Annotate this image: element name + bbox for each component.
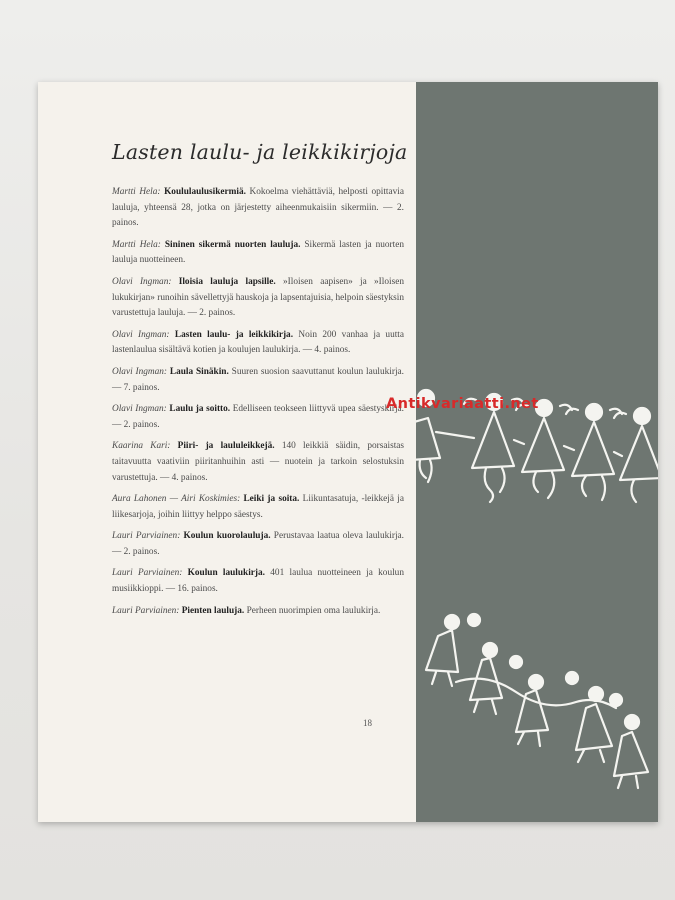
book-entry: [112, 275, 404, 322]
book-entry: [112, 402, 404, 433]
entry-book-title: Koulun kuorolauluja.: [183, 531, 271, 542]
page-title: Lasten laulu- ja leikkikirjoja: [112, 140, 408, 164]
left-page: [38, 82, 416, 822]
balloon-dot: [610, 694, 622, 706]
entry-book-title: Piiri- ja laululeikkejä.: [177, 441, 275, 452]
page-number: 18: [363, 718, 372, 728]
entry-book-title: Koulun laulukirja.: [187, 568, 265, 579]
entry-description: Kokoelma viehättäviä, helposti opittavia lauluja, yhteensä 28, jotka on järjestetty aiheenmukaisiin sikermiin. — 2. painos.: [112, 187, 404, 229]
entry-author: Lauri Parviainen:: [112, 605, 180, 616]
watermark: Antikvariaatti.net: [386, 396, 539, 412]
entry-book-title: Pienten lauluja.: [181, 605, 245, 616]
gnome-figure-3: [516, 675, 548, 746]
entry-book-title: Laulu ja soitto.: [169, 404, 231, 415]
book-entry: [112, 238, 404, 269]
entry-description: Liikuntasatuja, -leikkejä ja liikesarjoja, joihin liittyy helppo säestys.: [112, 494, 404, 520]
entry-description: Perheen nuorimpien oma laulukirja.: [246, 605, 381, 616]
entry-description: Noin 200 vanhaa ja uutta lastenlaulua sisältävä kotien ja koulujen laulukirja. — 4. painos.: [112, 329, 405, 356]
balloon-dot: [566, 672, 578, 684]
booklet: [38, 82, 658, 822]
entry-author: Lauri Parviainen:: [112, 531, 181, 542]
entry-author: Olavi Ingman:: [112, 329, 170, 340]
entry-description: Sikermä lasten ja nuorten lauluja nuotteineen.: [112, 239, 404, 266]
gnome-figure-4: [576, 687, 612, 762]
entry-description: Edelliseen teokseen liittyvä upea säestyskirja. — 2. painos.: [112, 404, 404, 430]
entry-author: Martti Hela:: [112, 187, 161, 197]
entry-book-title: Lasten laulu- ja leikkikirja.: [174, 329, 294, 340]
gnome-figure-1: [426, 615, 459, 686]
entry-description: 401 laulua nuotteineen ja koulun musiikkioppi. — 16. painos.: [112, 568, 404, 595]
illustration-panel: [416, 82, 658, 822]
book-entry: [112, 566, 404, 597]
gnome-figure-5: [614, 715, 648, 788]
entry-author: Martti Hela:: [112, 239, 161, 250]
book-entry: [112, 604, 404, 620]
entry-book-title: Laula Sinäkin.: [169, 366, 229, 377]
entry-book-title: Koululaulusikermiä.: [164, 187, 246, 197]
entry-description: Suuren suosion saavuttanut koulun laulukirja. — 7. painos.: [112, 366, 404, 393]
entry-description: Perustavaa laatua oleva laulukirja. — 2. painos.: [112, 531, 405, 557]
entry-author: Lauri Parviainen:: [112, 568, 183, 579]
entry-author: Olavi Ingman:: [112, 404, 167, 415]
entry-author: Kaarina Kari:: [112, 441, 171, 452]
book-list: [112, 185, 404, 625]
book-entry: [112, 492, 404, 523]
dancing-children-illustration: [416, 82, 658, 822]
book-entry: [112, 439, 404, 486]
balloon-dot: [510, 656, 522, 668]
entry-author: Olavi Ingman:: [112, 276, 172, 287]
entry-book-title: Iloisia lauluja lapsille.: [178, 276, 276, 287]
entry-author: Aura Lahonen — Airi Koskimies:: [112, 494, 241, 505]
book-entry: [112, 185, 404, 232]
book-entry: [112, 365, 404, 396]
entry-book-title: Sininen sikermä nuorten lauluja.: [164, 239, 301, 250]
balloon-dot: [468, 614, 480, 626]
entry-author: Olavi Ingman:: [112, 366, 168, 377]
entry-book-title: Leiki ja soita.: [243, 494, 300, 505]
girl-figure-3: [516, 400, 572, 498]
book-entry: [112, 529, 404, 560]
entry-description: 140 leikkiä säidin, porsaistas taitavuutta vaativiin piiritanhuihin asti — nuotein ja tarkoin selostuksin varustettuja. — 4. painos.: [112, 441, 405, 483]
book-entry: [112, 328, 404, 359]
entry-description: »Iloisen aapisen» ja »Iloisen lukukirjan» runoihin sävellettyjä hauskoja ja lapsentajuisia, helpoin säestyksin varustettuja lauluja. — 2. painos.: [112, 276, 404, 319]
